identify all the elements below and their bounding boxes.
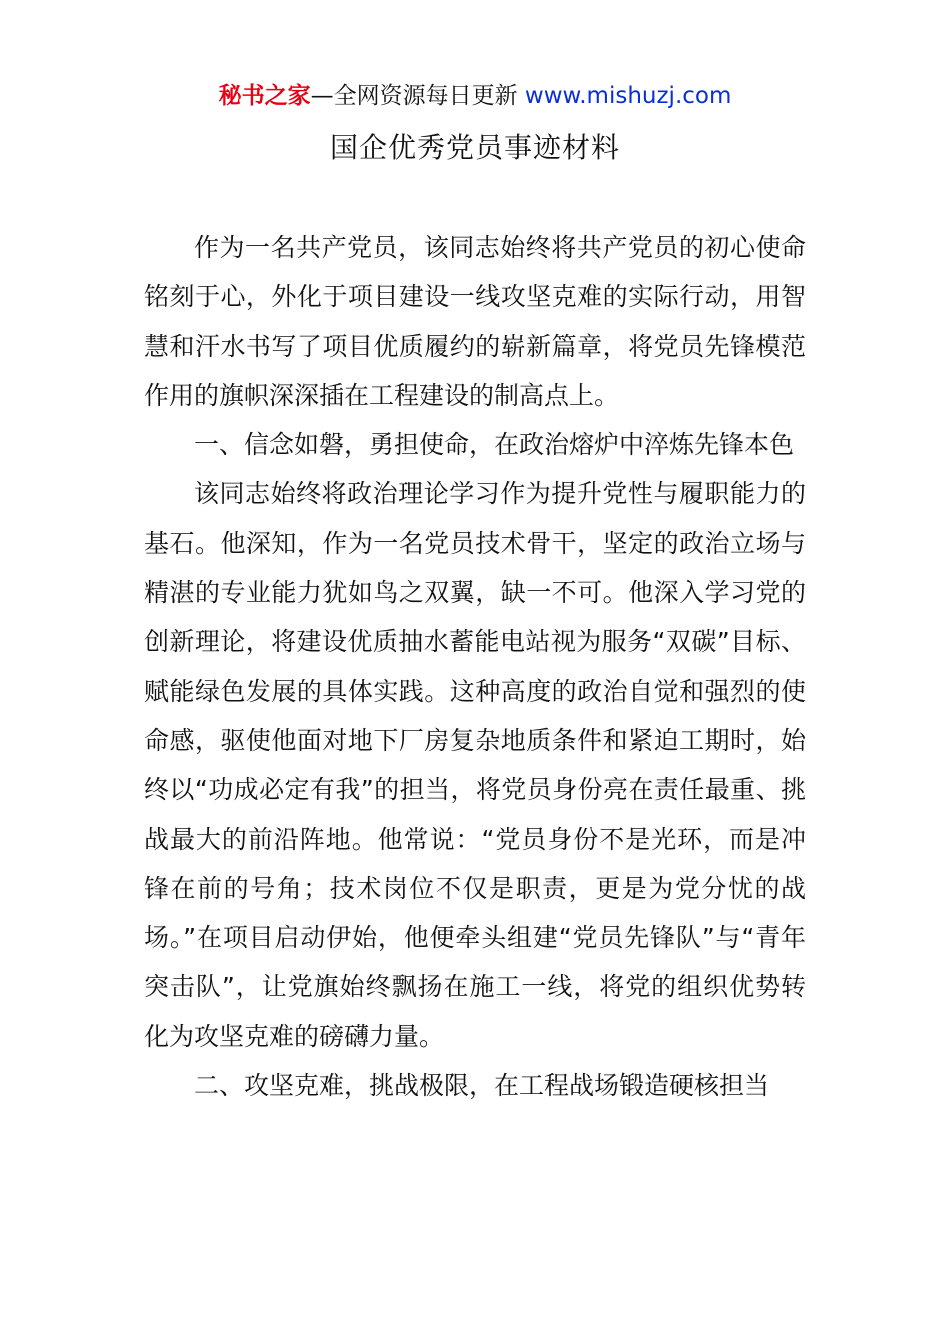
brand-name: 秘书之家 [218,83,311,109]
document-title: 国企优秀党员事迹材料 [329,131,620,164]
site-link[interactable]: www.mishuzj.com [524,83,732,109]
section-heading-1: 一、信念如磐，勇担使命，在政治熔炉中淬炼先锋本色 [194,430,795,460]
document-body [144,223,806,1110]
header-tagline: —全网资源每日更新 [310,83,525,109]
paragraph-intro: 作为一名共产党员，该同志始终将共产党员的初心使命铭刻于心，外化于项目建设一线攻坚克难的实际行动，用智慧和汗水书写了项目优质履约的崭新篇章，将党员先锋模范作用的旗帜深深插在工程建设的制高点上。 [144,233,806,410]
site-header [0,80,950,112]
paragraph-section-1: 该同志始终将政治理论学习作为提升党性与履职能力的基石。他深知，作为一名党员技术骨干，坚定的政治立场与精湛的专业能力犹如鸟之双翼，缺一不可。他深入学习党的创新理论，将建设优质抽水蓄能电站视为服务“双碳”目标、赋能绿色发展的具体实践。这种高度的政治自觉和强烈的使命感，驱使他面对地下厂房复杂地质条件和紧迫工期时，始终以“功成必定有我”的担当，将党员身份亮在责任最重、挑战最大的前沿阵地。他常说：“党员身份不是光环，而是冲锋在前的号角；技术岗位不仅是职责，更是为党分忧的战场。”在项目启动伊始，他便牵头组建“党员先锋队”与“青年突击队”，让党旗始终飘扬在施工一线，将党的组织优势转化为攻坚克难的磅礴力量。 [144,479,806,1051]
section-heading-2: 二、攻坚克难，挑战极限，在工程战场锻造硬核担当 [194,1071,770,1101]
